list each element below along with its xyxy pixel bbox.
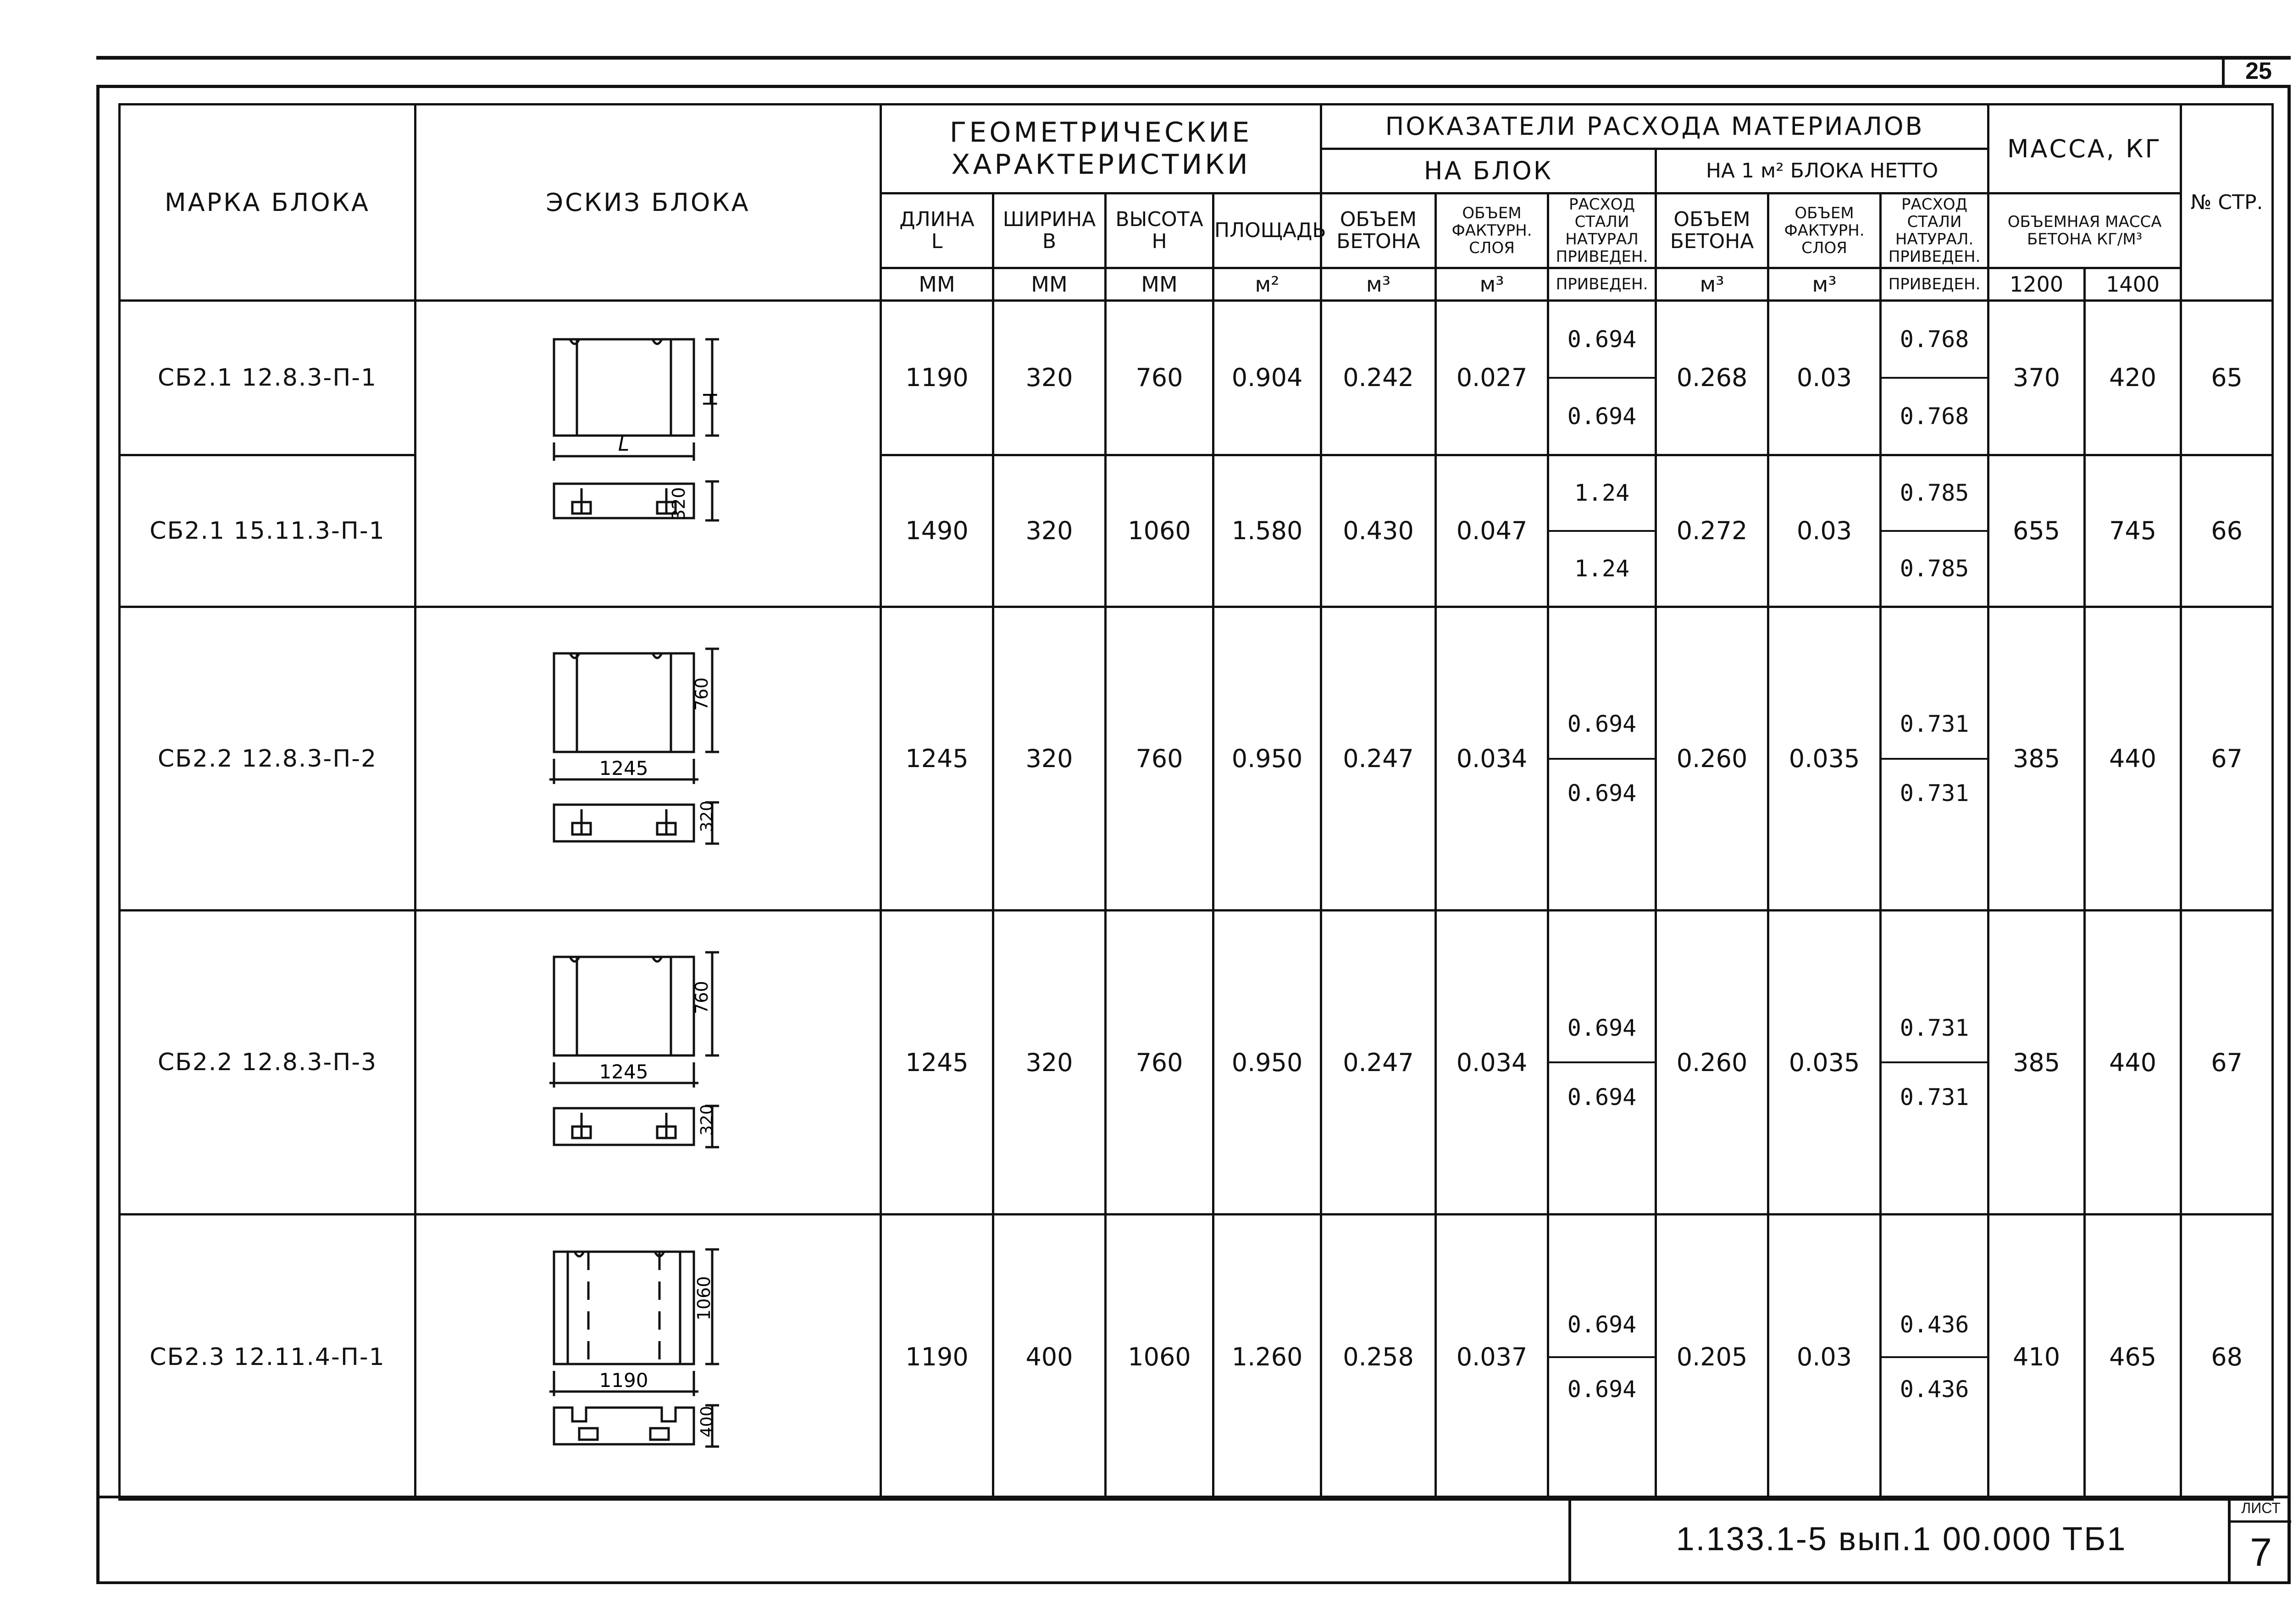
density-1400: 1400 xyxy=(2085,268,2181,300)
cell-length: 1190 xyxy=(881,1215,993,1500)
sheet-label: ЛИСТ xyxy=(2231,1496,2291,1523)
cell-page: 67 xyxy=(2181,607,2273,911)
cell-steel xyxy=(1548,1215,1656,1500)
block-sketch-4 xyxy=(415,1215,881,1500)
sketch-h-label: 760 xyxy=(692,981,712,1015)
cell-area: 0.950 xyxy=(1213,607,1321,911)
cell-width: 320 xyxy=(993,301,1106,455)
block-sketch-drawing xyxy=(416,916,880,1209)
sketch-h-label: 760 xyxy=(692,677,712,711)
header-mark: МАРКА БЛОКА xyxy=(120,105,415,301)
block-sketch-drawing xyxy=(416,305,880,603)
header-height: ВЫСОТА H xyxy=(1106,193,1213,268)
header-page: № СТР. xyxy=(2181,105,2273,301)
table-row xyxy=(120,911,2273,1215)
cell-vol-concrete-2: 0.260 xyxy=(1656,911,1768,1215)
unit-length: ММ xyxy=(881,268,993,300)
block-mark: СБ2.3 12.11.4-П-1 xyxy=(120,1215,415,1500)
cell-page: 66 xyxy=(2181,455,2273,607)
sketch-l-label: 1245 xyxy=(599,757,648,779)
cell-height: 1060 xyxy=(1106,455,1213,607)
steel-natural-2: 0.785 xyxy=(1882,456,1987,532)
cell-vol-facing-2: 0.03 xyxy=(1768,1215,1881,1500)
cell-steel-2 xyxy=(1881,607,1988,911)
sketch-h-label: H xyxy=(698,392,721,407)
unit-area: м² xyxy=(1213,268,1321,300)
steel-natural: 1.24 xyxy=(1549,456,1655,532)
cell-vol-concrete-2: 0.260 xyxy=(1656,607,1768,911)
steel-natural: 0.694 xyxy=(1549,690,1655,760)
block-sketch-1 xyxy=(415,301,881,607)
cell-width: 320 xyxy=(993,455,1106,607)
sketch-b-label: 320 xyxy=(698,800,716,832)
steel-reduced: 0.694 xyxy=(1567,780,1637,807)
block-mark: СБ2.1 15.11.3-П-1 xyxy=(120,455,415,607)
block-mark: СБ2.2 12.8.3-П-2 xyxy=(120,607,415,911)
steel-reduced-2: 0.436 xyxy=(1900,1375,1969,1403)
steel-reduced-2: 0.731 xyxy=(1900,780,1969,807)
block-sketch-2 xyxy=(415,607,881,911)
header-geometry: ГЕОМЕТРИЧЕСКИЕ ХАРАКТЕРИСТИКИ xyxy=(881,105,1321,193)
cell-vol-concrete: 0.430 xyxy=(1321,455,1436,607)
header-materials: ПОКАЗАТЕЛИ РАСХОДА МАТЕРИАЛОВ xyxy=(1321,105,1988,149)
cell-steel-2 xyxy=(1881,455,1988,607)
cell-height: 1060 xyxy=(1106,1215,1213,1500)
cell-vol-concrete: 0.247 xyxy=(1321,911,1436,1215)
steel-reduced-2: 0.785 xyxy=(1900,555,1969,582)
cell-steel xyxy=(1548,301,1656,455)
cell-page: 67 xyxy=(2181,911,2273,1215)
cell-steel xyxy=(1548,607,1656,911)
header-mass: МАССА, КГ xyxy=(1988,105,2181,193)
cell-mass-1200: 385 xyxy=(1988,607,2085,911)
unit-vol-concrete: м³ xyxy=(1321,268,1436,300)
sheet-number: 7 xyxy=(2250,1530,2272,1574)
header-steel: РАСХОД СТАЛИ НАТУРАЛ ПРИВЕДЕН. xyxy=(1548,193,1656,268)
steel-reduced-2: 0.731 xyxy=(1900,1083,1969,1110)
header-steel-2: РАСХОД СТАЛИ НАТУРАЛ. ПРИВЕДЕН. xyxy=(1881,193,1988,268)
cell-mass-1400: 440 xyxy=(2085,607,2181,911)
steel-reduced: 0.694 xyxy=(1567,1375,1637,1403)
cell-length: 1490 xyxy=(881,455,993,607)
cell-mass-1200: 655 xyxy=(1988,455,2085,607)
header-length: ДЛИНА L xyxy=(881,193,993,268)
cell-vol-facing-2: 0.035 xyxy=(1768,607,1881,911)
density-1200: 1200 xyxy=(1988,268,2085,300)
header-per-block: НА БЛОК xyxy=(1321,149,1656,193)
unit-vol-facing: м³ xyxy=(1436,268,1548,300)
cell-height: 760 xyxy=(1106,911,1213,1215)
steel-reduced: 0.694 xyxy=(1567,403,1637,430)
cell-width: 320 xyxy=(993,607,1106,911)
cell-mass-1400: 465 xyxy=(2085,1215,2181,1500)
steel-reduced: 0.694 xyxy=(1567,1083,1637,1110)
cell-mass-1200: 370 xyxy=(1988,301,2085,455)
header-per-m2: НА 1 м² БЛОКА НЕТТО xyxy=(1656,149,1988,193)
sketch-l-label: 1190 xyxy=(599,1369,648,1392)
cell-mass-1400: 440 xyxy=(2085,911,2181,1215)
steel-reduced: 1.24 xyxy=(1574,555,1630,582)
unit-width: ММ xyxy=(993,268,1106,300)
steel-natural: 0.694 xyxy=(1549,302,1655,379)
cell-vol-facing-2: 0.03 xyxy=(1768,455,1881,607)
top-border-line xyxy=(96,56,2291,60)
block-sketch-drawing xyxy=(416,1220,880,1495)
blocks-table xyxy=(118,103,2274,1501)
steel-natural: 0.694 xyxy=(1549,994,1655,1063)
unit-vol-facing-2: м³ xyxy=(1768,268,1881,300)
cell-height: 760 xyxy=(1106,301,1213,455)
cell-area: 1.260 xyxy=(1213,1215,1321,1500)
steel-natural-2: 0.731 xyxy=(1882,994,1987,1063)
steel-natural-2: 0.731 xyxy=(1882,690,1987,760)
cell-page: 68 xyxy=(2181,1215,2273,1500)
header-vol-facing-2: ОБЪЕМ ФАКТУРН. СЛОЯ xyxy=(1768,193,1881,268)
block-mark: СБ2.2 12.8.3-П-3 xyxy=(120,911,415,1215)
cell-length: 1190 xyxy=(881,301,993,455)
sketch-l-label: L xyxy=(618,432,630,456)
cell-vol-facing: 0.037 xyxy=(1436,1215,1548,1500)
cell-width: 400 xyxy=(993,1215,1106,1500)
unit-height: ММ xyxy=(1106,268,1213,300)
sketch-h-label: 1060 xyxy=(694,1276,714,1320)
steel-reduced-2: 0.768 xyxy=(1900,403,1969,430)
unit-vol-concrete-2: м³ xyxy=(1656,268,1768,300)
cell-length: 1245 xyxy=(881,607,993,911)
unit-steel: ПРИВЕДЕН. xyxy=(1548,268,1656,300)
steel-natural-2: 0.436 xyxy=(1882,1293,1987,1358)
steel-natural: 0.694 xyxy=(1549,1293,1655,1358)
cell-width: 320 xyxy=(993,911,1106,1215)
sheet-number-box xyxy=(2228,1496,2291,1583)
cell-vol-facing: 0.034 xyxy=(1436,911,1548,1215)
sketch-b-label: 320 xyxy=(698,1104,716,1136)
cell-vol-concrete: 0.247 xyxy=(1321,607,1436,911)
cell-vol-facing: 0.034 xyxy=(1436,607,1548,911)
cell-vol-concrete: 0.258 xyxy=(1321,1215,1436,1500)
header-density: ОБЪЕМНАЯ МАССА БЕТОНА КГ/М³ xyxy=(1988,193,2181,268)
sketch-b-label: 400 xyxy=(698,1405,716,1437)
table-row xyxy=(120,607,2273,911)
cell-vol-concrete: 0.242 xyxy=(1321,301,1436,455)
cell-mass-1400: 420 xyxy=(2085,301,2181,455)
steel-natural-2: 0.768 xyxy=(1882,302,1987,379)
cell-steel-2 xyxy=(1881,1215,1988,1500)
header-area: ПЛОЩАДЬ xyxy=(1213,193,1321,268)
page-number: 25 xyxy=(2222,56,2293,86)
table-row xyxy=(120,301,2273,455)
block-sketch-drawing xyxy=(416,612,880,906)
cell-vol-facing-2: 0.03 xyxy=(1768,301,1881,455)
cell-length: 1245 xyxy=(881,911,993,1215)
cell-area: 1.580 xyxy=(1213,455,1321,607)
cell-mass-1200: 385 xyxy=(1988,911,2085,1215)
header-width: ШИРИНА B xyxy=(993,193,1106,268)
unit-steel-2: ПРИВЕДЕН. xyxy=(1881,268,1988,300)
header-vol-facing: ОБЪЕМ ФАКТУРН. СЛОЯ xyxy=(1436,193,1548,268)
cell-mass-1400: 745 xyxy=(2085,455,2181,607)
cell-vol-facing-2: 0.035 xyxy=(1768,911,1881,1215)
cell-vol-facing: 0.047 xyxy=(1436,455,1548,607)
block-sketch-3 xyxy=(415,911,881,1215)
cell-vol-facing: 0.027 xyxy=(1436,301,1548,455)
block-mark: СБ2.1 12.8.3-П-1 xyxy=(120,301,415,455)
cell-area: 0.950 xyxy=(1213,911,1321,1215)
sketch-l-label: 1245 xyxy=(599,1061,648,1083)
cell-page: 65 xyxy=(2181,301,2273,455)
cell-steel xyxy=(1548,911,1656,1215)
header-vol-concrete-2: ОБЪЕМ БЕТОНА xyxy=(1656,193,1768,268)
sketch-b-label: 320 xyxy=(669,486,689,520)
cell-vol-concrete-2: 0.272 xyxy=(1656,455,1768,607)
table-row xyxy=(120,1215,2273,1500)
cell-steel-2 xyxy=(1881,911,1988,1215)
document-code: 1.133.1-5 вып.1 00.000 ТБ1 xyxy=(1568,1496,2232,1583)
header-sketch: ЭСКИЗ БЛОКА xyxy=(415,105,881,301)
cell-vol-concrete-2: 0.268 xyxy=(1656,301,1768,455)
cell-steel xyxy=(1548,455,1656,607)
cell-area: 0.904 xyxy=(1213,301,1321,455)
cell-vol-concrete-2: 0.205 xyxy=(1656,1215,1768,1500)
header-vol-concrete: ОБЪЕМ БЕТОНА xyxy=(1321,193,1436,268)
cell-mass-1200: 410 xyxy=(1988,1215,2085,1500)
cell-height: 760 xyxy=(1106,607,1213,911)
cell-steel-2 xyxy=(1881,301,1988,455)
